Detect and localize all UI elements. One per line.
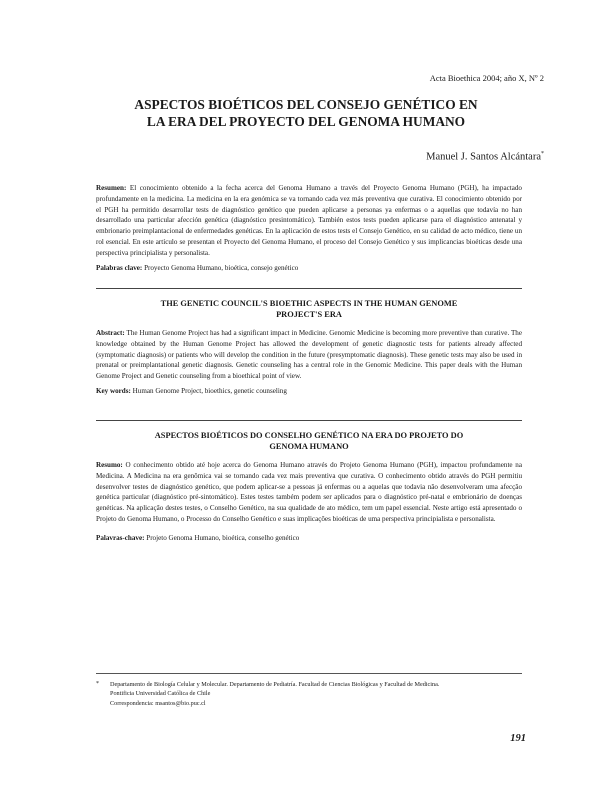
english-title xyxy=(96,298,522,320)
spanish-keywords-label: Palabras clave: xyxy=(96,263,143,272)
author-footnote-mark: * xyxy=(541,151,544,157)
english-abstract xyxy=(96,328,522,382)
english-keywords-text: Human Genome Project, bioethics, genetic counseling xyxy=(132,386,287,395)
portuguese-abstract xyxy=(96,460,522,525)
english-title-line-2: PROJECT'S ERA xyxy=(276,310,342,319)
spanish-abstract-section xyxy=(96,183,522,273)
article-title xyxy=(60,96,552,130)
portuguese-title-line-1: ASPECTOS BIOÉTICOS DO CONSELHO GENÉTICO NA ERA DO PROJETO DO xyxy=(154,431,464,440)
journal-reference: Acta Bioethica 2004; año X, Nº 2 xyxy=(429,73,544,83)
portuguese-keywords-text: Projeto Genoma Humano, bioética, conselho genético xyxy=(146,533,300,542)
page-number: 191 xyxy=(510,733,526,744)
spanish-abstract xyxy=(96,183,522,259)
portuguese-abstract-label: Resumo: xyxy=(96,461,123,469)
portuguese-keywords-label: Palavras-chave: xyxy=(96,533,145,542)
footnote-divider xyxy=(96,673,522,674)
english-title-line-1: THE GENETIC COUNCIL'S BIOETHIC ASPECTS IN THE HUMAN GENOME xyxy=(160,299,458,308)
english-keywords xyxy=(96,386,522,397)
english-abstract-section xyxy=(96,298,522,397)
footnote-university: Pontificia Universidad Católica de Chile xyxy=(110,690,211,698)
spanish-keywords-text: Proyecto Genoma Humano, bioética, consejo genético xyxy=(144,263,299,272)
footnote-contact: Correspondencia: msantos@bio.puc.cl xyxy=(110,699,206,707)
section-divider xyxy=(96,420,522,421)
spanish-abstract-label: Resumen: xyxy=(96,184,127,192)
footnote-body xyxy=(96,680,526,708)
title-line-2: LA ERA DEL PROYECTO DEL GENOMA HUMANO xyxy=(146,114,466,129)
section-divider xyxy=(96,288,522,289)
footnote-affiliation: Departamento de Biología Celular y Molecular. Departamento de Pediatría. Facultad de Ciencias Biológicas y Facultad de Medicina. xyxy=(110,681,440,688)
spanish-abstract-text: El conocimiento obtenido a la fecha acerca del Genoma Humano a través del Proyecto Genoma Humano (PGH), ha impactado profundamente en la medicina. La medicina en la era genómica se va tornando cada vez más preventiva que curativa. El conocimiento obtenido por el PGH ha permitido desarrollar tests de diagnóstico genético que pueden aplicarse a personas ya enfermas o a aquellas que todavía no han desarrollado una particular afección genética (diagnóstico presintomático). También estos tests pueden aplicarse para el diagnóstico antenatal y embrionario preimplantacional de enfermedades genéticas. En la aplicación de estos tests el Consejo Genético, en su calidad de acto médico, tiene un rol esencial. En este artículo se presentan el Proyecto del Genoma Humano, el proceso del Consejo Genético y sus implicancias bioéticas desde una perspectiva principialista y personalista. xyxy=(96,184,522,257)
english-keywords-label: Key words: xyxy=(96,386,131,395)
english-abstract-label: Abstract: xyxy=(96,329,125,337)
portuguese-abstract-section xyxy=(96,430,522,544)
title-line-1: ASPECTOS BIOÉTICOS DEL CONSEJO GENÉTICO EN xyxy=(134,97,478,112)
portuguese-title xyxy=(96,430,522,452)
author-footnote xyxy=(96,680,526,708)
footnote-mark: * xyxy=(96,681,99,687)
portuguese-title-line-2: GENOMA HUMANO xyxy=(269,442,349,451)
spanish-keywords xyxy=(96,263,522,274)
english-abstract-text: The Human Genome Project has had a significant impact in Medicine. Genomic Medicine is becoming more preventive than curative. The knowledge obtained by the Human Genome Project has allowed the development of genetic diagnostic tests for patients already affected (symptomatic diagnosis) or patients who will develop the condition in the future (presymptomatic diagnosis). These genetic tests may also be used in prenatal or preimplantational genetic diagnosis. Genetic counseling has a central role in the Genomic Medicine. This paper deals with the Human Genome Project and Genetic counseling from a bioethical point of view. xyxy=(96,329,522,381)
author-name: Manuel J. Santos Alcántara xyxy=(426,151,541,163)
portuguese-keywords xyxy=(96,533,522,544)
author-line xyxy=(426,151,544,163)
portuguese-abstract-text: O conhecimento obtido até hoje acerca do Genoma Humano através do Projeto Genoma Humano (PGH), impactou profundamente na Medicina. A Medicina na era genômica vai se tornando cada vez mais preventiva que curativa. O conhecimento obtido através do PGH permitiu desenvolver testes de diagnóstico genético, que podem aplicar-se a pessoas já enfermas ou a aquelas que todavia não desenvolveram uma afecção genética particular (diagnóstico pré-sintomático). Estes testes também podem ser aplicados para o diagnóstico pré-natal e embrionário de doenças genéticas. Na aplicação destes testes, o Conselho Genético, na sua qualidade de ato médico, tem um papel essencial. Neste artigo está apresentado o Projeto do Genoma Humano, o Processo do Conselho Genético e suas implicações bioéticas de uma perspectiva principialista e personalista. xyxy=(96,461,522,523)
